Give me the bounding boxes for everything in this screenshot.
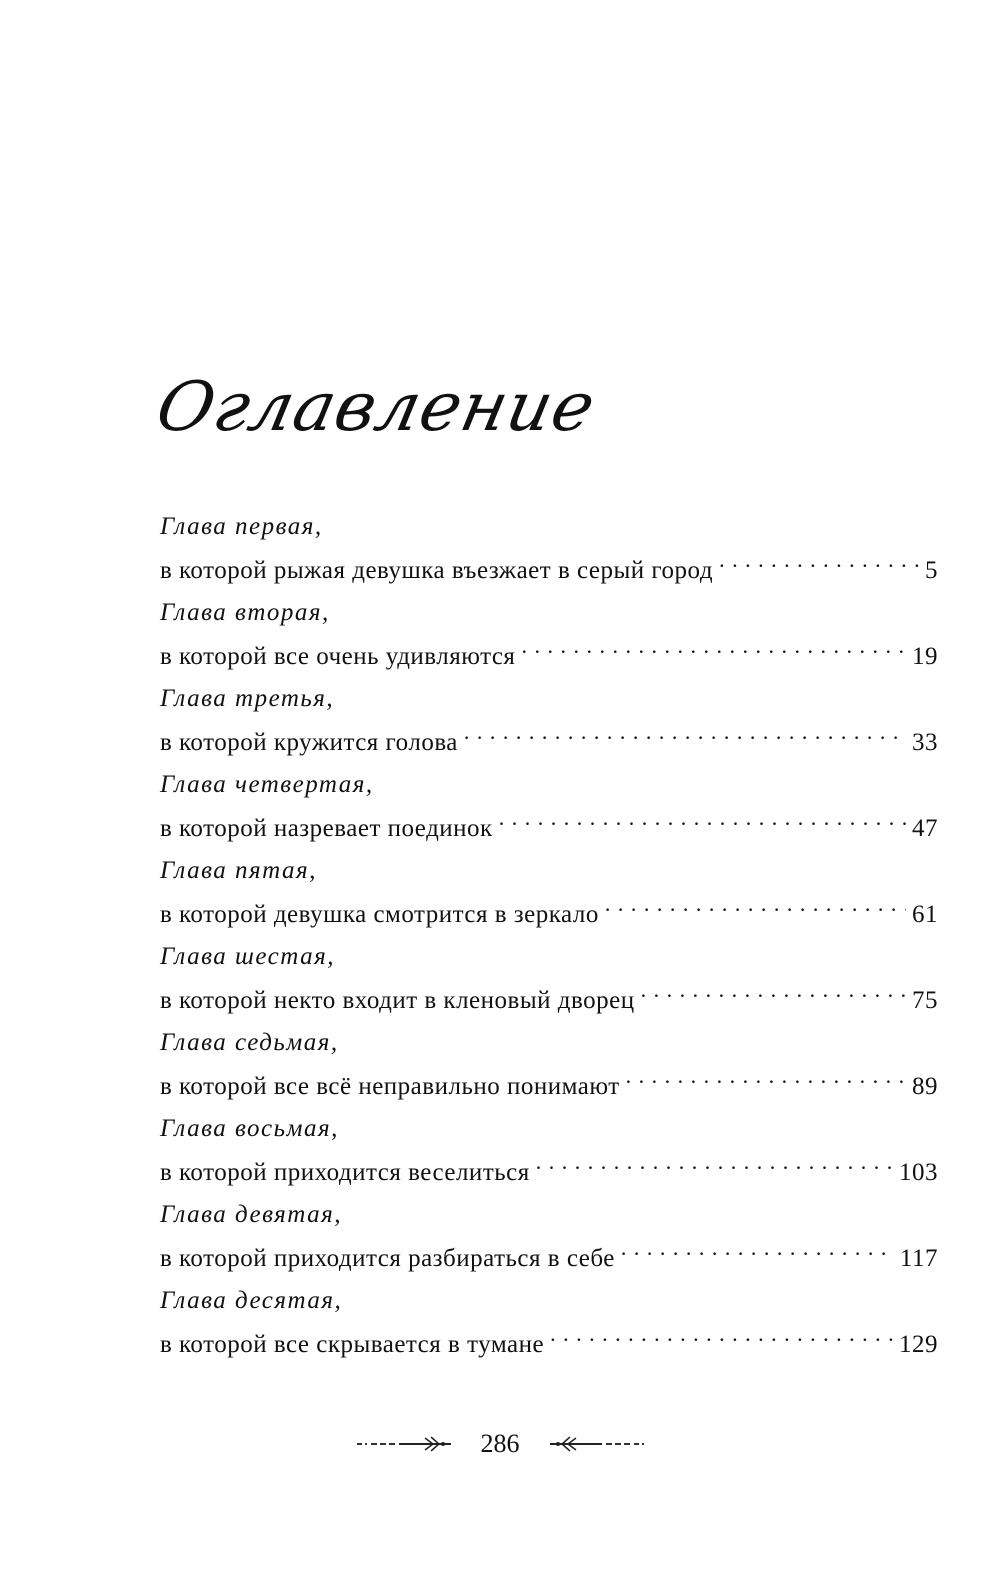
chapter-description: в которой приходится веселиться bbox=[160, 1159, 530, 1186]
page-number: 117 bbox=[899, 1245, 938, 1272]
dot-leader bbox=[550, 1316, 893, 1352]
ornament-right-icon bbox=[536, 1434, 646, 1454]
toc-line bbox=[160, 714, 938, 756]
chapter-description: в которой некто входит в кленовый дворец bbox=[160, 987, 635, 1014]
dot-leader bbox=[621, 1230, 894, 1266]
toc-entry bbox=[160, 598, 938, 684]
page-number: 5 bbox=[925, 557, 938, 584]
toc-entry bbox=[160, 1028, 938, 1114]
chapter-description: в которой назревает поединок bbox=[160, 815, 493, 842]
toc-entry bbox=[160, 1200, 938, 1286]
dot-leader bbox=[521, 628, 906, 664]
chapter-title: Глава вторая, bbox=[160, 599, 330, 626]
dot-leader bbox=[464, 714, 906, 750]
dot-leader bbox=[536, 1144, 893, 1180]
toc-entry bbox=[160, 856, 938, 942]
page-number: 103 bbox=[899, 1159, 938, 1186]
page-number: 89 bbox=[912, 1073, 938, 1100]
folio-page-number: 286 bbox=[480, 1429, 520, 1458]
chapter-title: Глава четвертая, bbox=[160, 771, 374, 798]
chapter-description: в которой все всё неправильно понимают bbox=[160, 1073, 620, 1100]
chapter-description: в которой девушка смотрится в зеркало bbox=[160, 901, 599, 928]
toc-line bbox=[160, 1316, 938, 1358]
dot-leader bbox=[605, 886, 906, 922]
dot-leader bbox=[641, 972, 906, 1008]
dot-leader bbox=[499, 800, 906, 836]
chapter-title: Глава седьмая, bbox=[160, 1029, 339, 1056]
dot-leader bbox=[626, 1058, 906, 1094]
toc-entry bbox=[160, 942, 938, 1028]
toc-line bbox=[160, 972, 938, 1014]
page-number: 47 bbox=[912, 815, 938, 842]
page-title: Оглавление bbox=[149, 367, 603, 447]
toc-entry bbox=[160, 1114, 938, 1200]
toc-entry bbox=[160, 512, 938, 598]
toc-entry bbox=[160, 684, 938, 770]
page-number: 33 bbox=[912, 729, 938, 756]
chapter-title: Глава десятая, bbox=[160, 1287, 343, 1314]
toc-entry bbox=[160, 770, 938, 856]
chapter-description: в которой приходится разбираться в себе bbox=[160, 1245, 615, 1272]
page-footer bbox=[0, 1424, 1000, 1464]
ornament-left-icon bbox=[355, 1434, 465, 1454]
chapter-description: в которой все скрывается в тумане bbox=[160, 1331, 545, 1358]
chapter-description: в которой рыжая девушка въезжает в серый город bbox=[160, 557, 714, 584]
chapter-title: Глава пятая, bbox=[160, 857, 317, 884]
toc-entry bbox=[160, 1286, 938, 1372]
toc-line bbox=[160, 1058, 938, 1100]
toc-line bbox=[160, 542, 938, 584]
page-number: 75 bbox=[912, 987, 938, 1014]
chapter-title: Глава девятая, bbox=[160, 1201, 342, 1228]
page-number: 129 bbox=[899, 1331, 938, 1358]
chapter-title: Глава третья, bbox=[160, 685, 335, 712]
toc-line bbox=[160, 1230, 938, 1272]
chapter-description: в которой все очень удивляются bbox=[160, 643, 516, 670]
chapter-title: Глава первая, bbox=[160, 513, 323, 540]
table-of-contents bbox=[160, 512, 938, 1372]
dot-leader bbox=[719, 542, 919, 578]
chapter-title: Глава восьмая, bbox=[160, 1115, 339, 1142]
chapter-description: в которой кружится голова bbox=[160, 729, 458, 756]
chapter-title: Глава шестая, bbox=[160, 943, 335, 970]
toc-line bbox=[160, 886, 938, 928]
toc-line bbox=[160, 628, 938, 670]
toc-line bbox=[160, 800, 938, 842]
page-number: 19 bbox=[912, 643, 938, 670]
page-number: 61 bbox=[912, 901, 938, 928]
toc-line bbox=[160, 1144, 938, 1186]
